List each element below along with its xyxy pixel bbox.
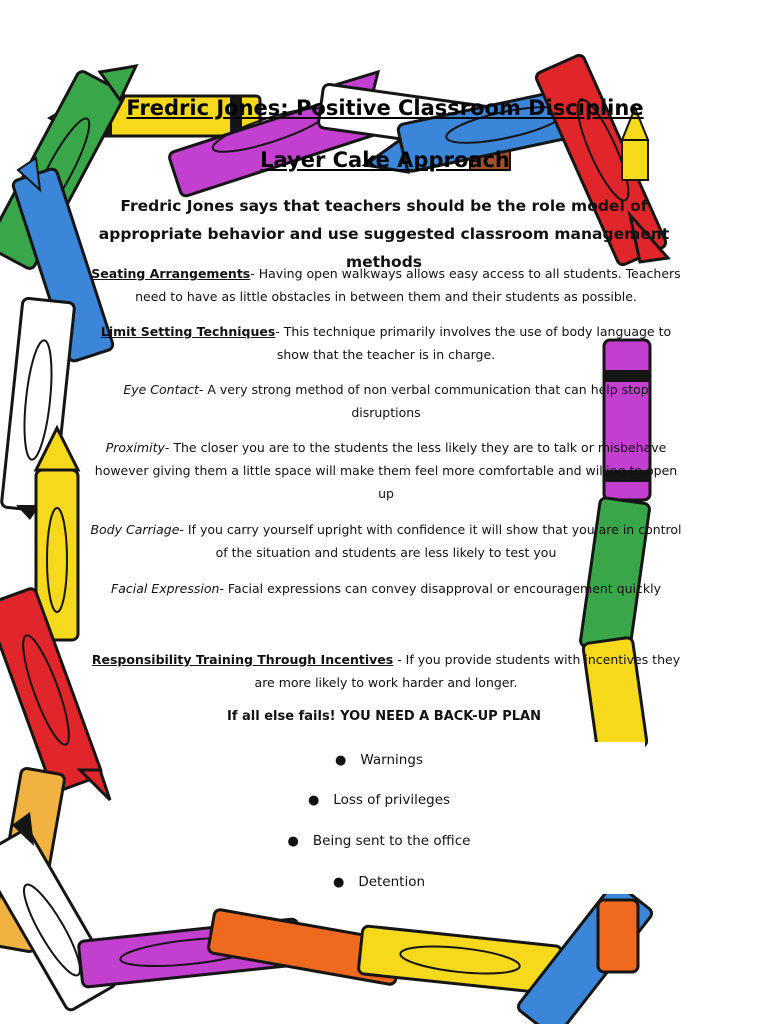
bullet-dot-icon: ● <box>307 793 320 808</box>
section-term: Body Carriage <box>90 522 180 537</box>
bullet-dot-icon: ● <box>287 834 299 849</box>
section-term: Responsibility Training Through Incentives <box>91 652 394 667</box>
bullet-text: Warnings <box>360 752 423 768</box>
bullet-text: Being sent to the office <box>312 833 471 849</box>
section-text: - If you carry yourself upright with confidence it will show that you are in control of the situation and students are less likely to test you <box>179 522 682 560</box>
bullet-item <box>113 874 645 890</box>
section-text: - The closer you are to the students the less likely they are to talk or misbehave however giving them a little space will make them feel more comfortable and willing to open up <box>94 440 678 501</box>
section-proximity <box>88 436 684 505</box>
page-title-line-2: Layer Cake Approach <box>260 148 510 172</box>
bullet-text: Loss of privileges <box>333 792 451 808</box>
intro-text: Fredric Jones says that teachers should be the role model of appropriate behavior and use suggested classroom management methods <box>98 197 670 271</box>
section-text: - Facial expressions can convey disapproval or encouragement quickly <box>219 581 661 596</box>
section-seating <box>88 262 684 308</box>
section-eye-contact <box>88 378 684 424</box>
bullet-dot-icon: ● <box>335 753 347 768</box>
section-term: Facial Expression <box>111 581 220 596</box>
section-text: - This technique primarily involves the use of body language to show that the teacher is in charge. <box>275 324 672 362</box>
section-term: Seating Arrangements <box>91 266 251 281</box>
section-term: Eye Contact <box>123 382 199 397</box>
section-responsibility-training <box>88 648 684 694</box>
bullet-dot-icon: ● <box>332 875 345 890</box>
section-term: Proximity <box>105 440 165 455</box>
section-text: - If you provide students with incentives they are more likely to work harder and longer. <box>254 652 681 690</box>
page-title-line-1: Fredric Jones: Positive Classroom Discipline <box>126 96 644 120</box>
section-text: - Having open walkways allows easy access to all students. Teachers need to have as little obstacles in between them and their students as possible. <box>135 266 681 304</box>
section-text: - A very strong method of non verbal communication that can help stop disruptions <box>198 382 649 420</box>
section-term: Limit Setting Techniques <box>100 324 276 339</box>
bullet-item <box>113 833 645 849</box>
bullet-item <box>113 792 645 808</box>
bullet-text: Detention <box>358 874 426 890</box>
section-facial-expression <box>88 577 684 600</box>
backup-plan-heading: If all else fails! YOU NEED A BACK-UP PLAN <box>227 709 541 724</box>
section-body-carriage <box>88 518 684 564</box>
bullet-item <box>113 752 645 768</box>
section-limit-setting <box>88 320 684 366</box>
